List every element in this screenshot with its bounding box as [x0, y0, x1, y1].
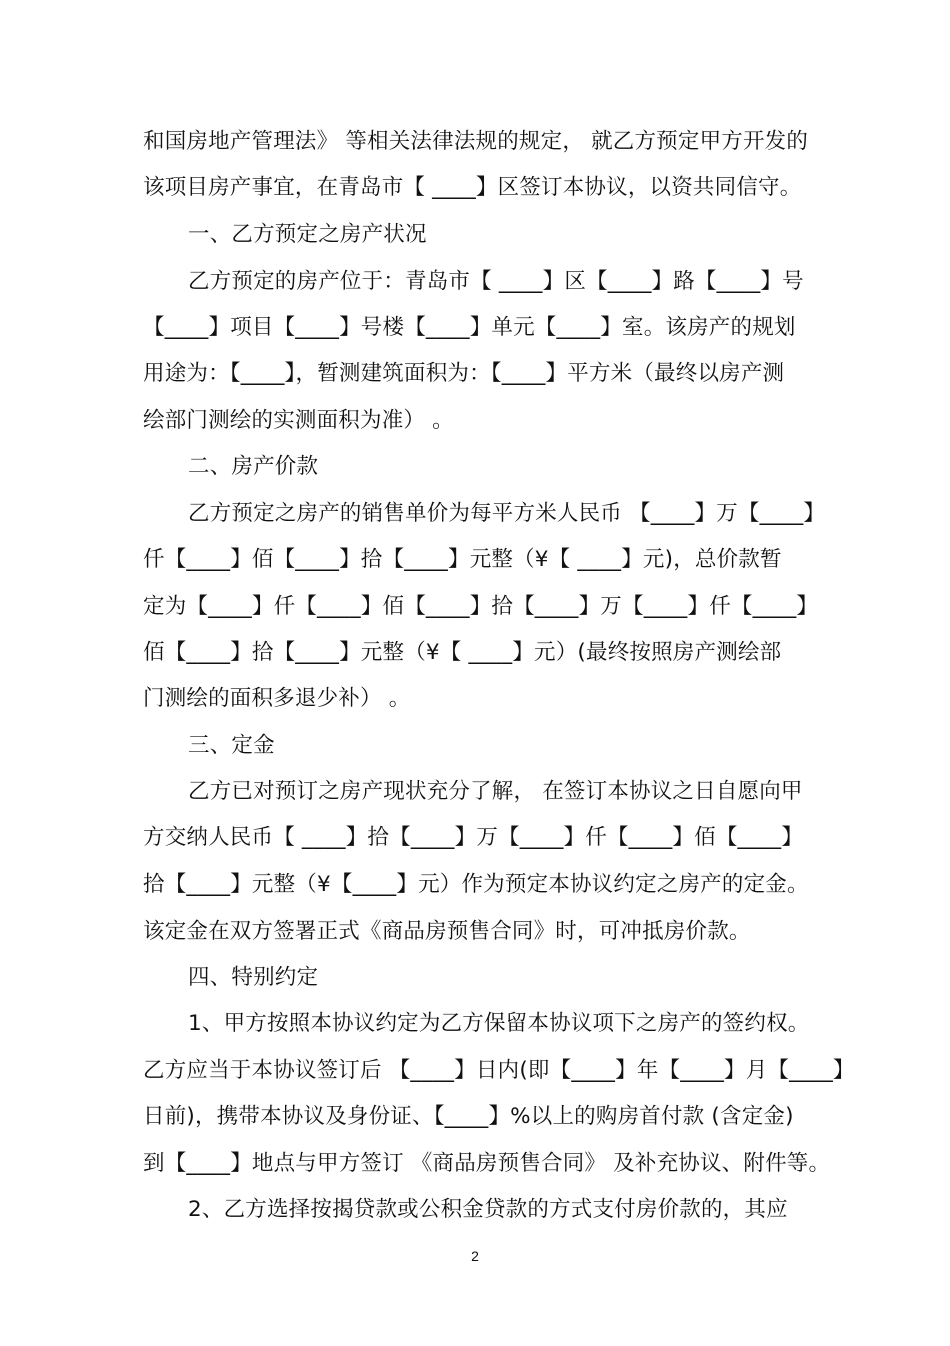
- paragraph-line: 乙方应当于本协议签订后 【____】日内(即【____】年【____】月【____】: [143, 1058, 855, 1083]
- paragraph-line: 乙方预定的房产位于：青岛市【 ____】区【____】路【____】号: [188, 269, 804, 294]
- paragraph-line: 拾【____】元整（¥【____】元）作为预定本协议约定之房产的定金。: [143, 872, 809, 897]
- paragraph-line: 绘部门测绘的实测面积为准） 。: [143, 408, 454, 433]
- paragraph-line: 乙方已对预订之房产现状充分了解， 在签订本协议之日自愿向甲: [188, 779, 803, 804]
- section-heading: 一、乙方预定之房产状况: [188, 222, 427, 247]
- paragraph-line: 用途为：【____】，暂测建筑面积为：【____】平方米（最终以房产测: [143, 361, 785, 386]
- section-heading: 四、特别约定: [188, 965, 319, 990]
- paragraph-line: 方交纳人民币【 ____】拾【____】万【____】仟【____】佰【____】: [143, 825, 804, 850]
- paragraph-line: 该定金在双方签署正式《商品房预售合同》时，可冲抵房价款。: [143, 919, 751, 944]
- paragraph-line: 佰【____】拾【____】元整（¥【 ____】元）(最终按照房产测绘部: [143, 640, 782, 665]
- section-heading: 二、房产价款: [188, 454, 319, 479]
- paragraph-line: 定为【____】仟【____】佰【____】拾【____】万【____】仟【____】: [143, 594, 819, 619]
- page-number: 2: [471, 1248, 479, 1264]
- paragraph-line: 到【____】地点与甲方签订 《商品房预售合同》 及补充协议、附件等。: [143, 1151, 831, 1176]
- section-heading: 三、定金: [188, 733, 275, 758]
- paragraph-line: 1、甲方按照本协议约定为乙方保留本协议项下之房产的签约权。: [188, 1011, 810, 1036]
- paragraph-line: 门测绘的面积多退少补） 。: [143, 686, 411, 711]
- paragraph-line: 该项目房产事宜，在青岛市【 ____】区签订本协议，以资共同信守。: [143, 175, 802, 200]
- paragraph-line: 日前)，携带本协议及身份证、【____】%以上的购房首付款 (含定金): [143, 1104, 794, 1129]
- paragraph-line: 【____】项目【____】号楼【____】单元【____】室。该房产的规划: [143, 315, 796, 340]
- paragraph-line: 仟【____】佰【____】拾【____】元整（¥【 ____】元)，总价款暂: [143, 547, 782, 572]
- paragraph-line: 乙方预定之房产的销售单价为每平方米人民币 【____】万【____】: [188, 501, 826, 526]
- paragraph-line: 2、乙方选择按揭贷款或公积金贷款的方式支付房价款的，其应: [188, 1197, 788, 1222]
- paragraph-line: 和国房地产管理法》 等相关法律法规的规定， 就乙方预定甲方开发的: [143, 129, 809, 154]
